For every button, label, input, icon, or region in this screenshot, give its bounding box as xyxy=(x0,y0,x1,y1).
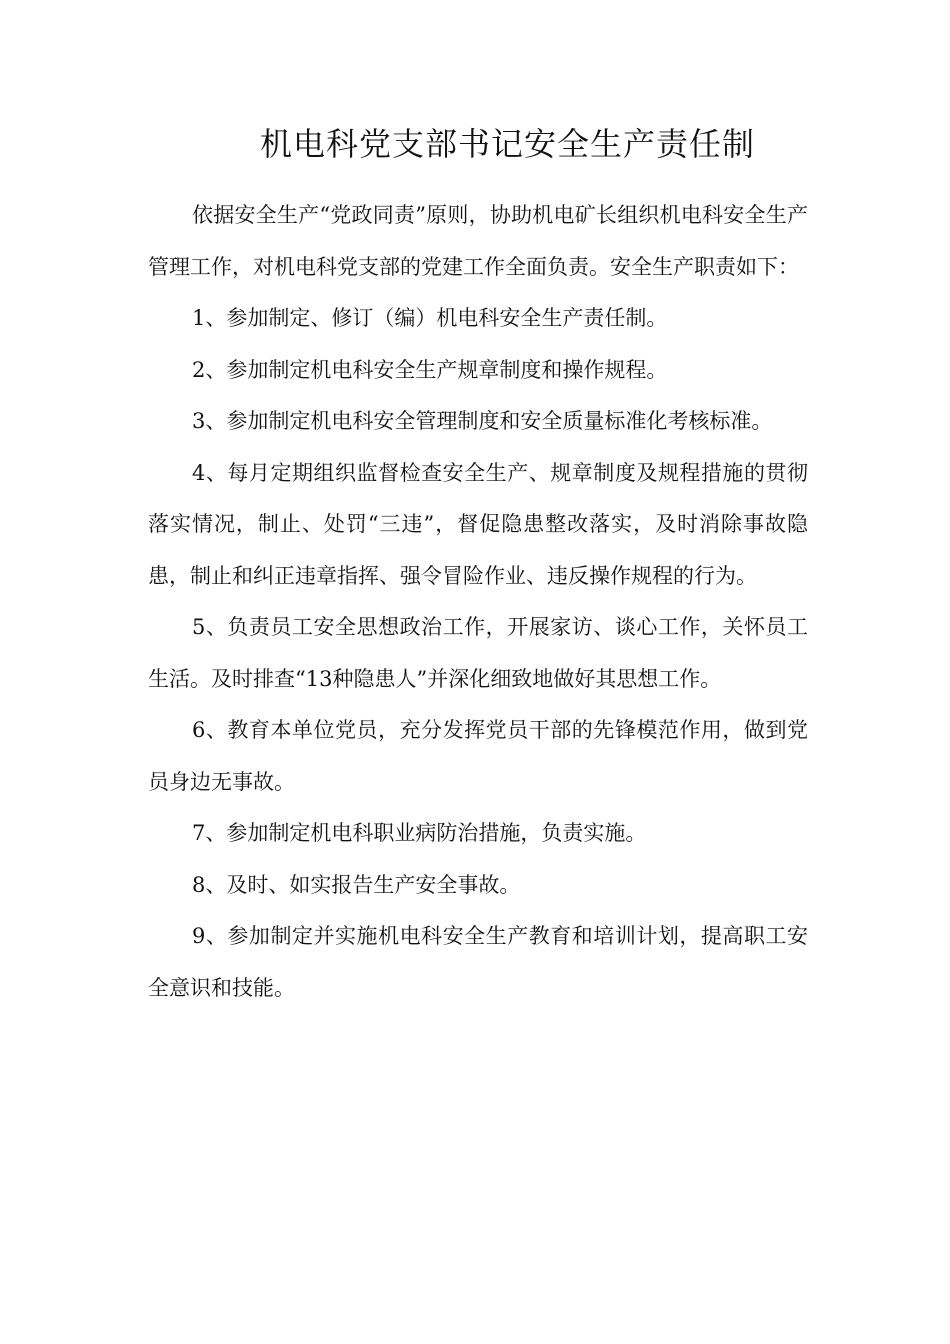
intro-paragraph: 依据安全生产“党政同责”原则，协助机电矿长组织机电科安全生产管理工作，对机电科党支部的党建工作全面负责。安全生产职责如下： xyxy=(148,203,808,279)
duty-item-3: 3、参加制定机电科安全管理制度和安全质量标准化考核标准。 xyxy=(192,409,773,433)
duty-item-8: 8、及时、如实报告生产安全事故。 xyxy=(192,872,521,897)
duty-item-4: 4、每月定期组织监督检查安全生产、规章制度及规程措施的贯彻落实情况，制止、处罚“三违”，督促隐患整改落实，及时消除事故隐患，制止和纠正违章指挥、强令冒险作业、违反操作规程的行为。 xyxy=(148,460,808,588)
duty-item-7: 7、参加制定机电科职业病防治措施，负责实施。 xyxy=(192,821,647,845)
duty-item-2: 2、参加制定机电科安全生产规章制度和操作规程。 xyxy=(192,357,668,382)
duty-item-1: 1、参加制定、修订（编）机电科安全生产责任制。 xyxy=(192,306,668,330)
duty-item-6: 6、教育本单位党员，充分发挥党员干部的先锋模范作用，做到党员身边无事故。 xyxy=(148,718,808,794)
document-body xyxy=(148,190,808,1014)
duty-item-5: 5、负责员工安全思想政治工作，开展家访、谈心工作，关怀员工生活。及时排查“13种隐患人”并深化细致地做好其思想工作。 xyxy=(148,615,808,691)
duty-item-9: 9、参加制定并实施机电科安全生产教育和培训计划，提高职工安全意识和技能。 xyxy=(148,924,808,1000)
document-title: 机电科党支部书记安全生产责任制 xyxy=(260,125,756,163)
